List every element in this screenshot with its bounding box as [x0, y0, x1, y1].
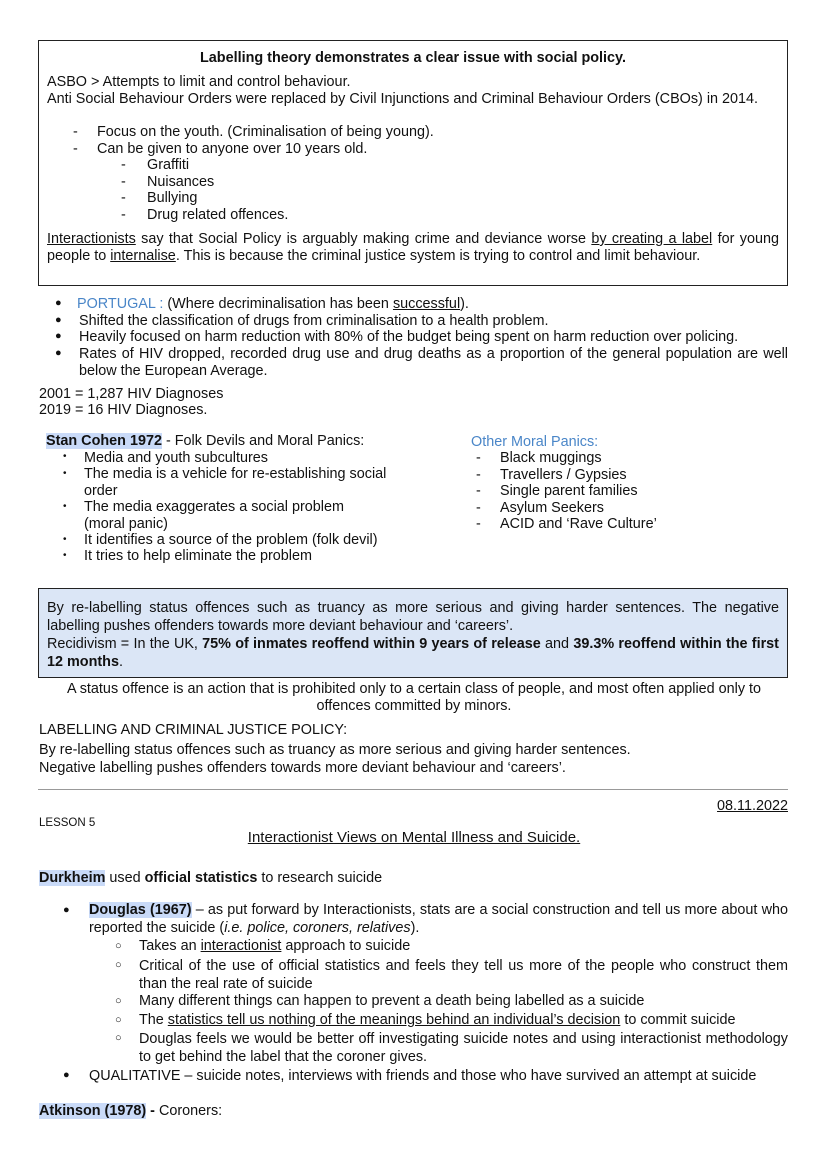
- dash-marker: -: [121, 174, 126, 190]
- dash-marker: -: [73, 141, 78, 157]
- circle-marker: ○: [115, 995, 122, 1007]
- panic-item: Single parent families: [500, 483, 638, 499]
- bullet-marker: •: [63, 468, 67, 479]
- lesson-date: 08.11.2022: [717, 798, 788, 814]
- hiv-stat-2001: 2001 = 1,287 HIV Diagnoses: [39, 386, 224, 402]
- replaced-text: Anti Social Behaviour Orders were replaced by Civil Injunctions and Criminal Behaviour Orders (CBOs) in 2014.: [47, 91, 759, 107]
- lesson-label: LESSON 5: [39, 817, 96, 829]
- labelling-line: By re-labelling status offences such as truancy as more serious and giving harder sentences.: [39, 742, 631, 758]
- labelling-line: Negative labelling pushes offenders towards more deviant behaviour and ‘careers’.: [39, 760, 566, 776]
- circle-marker: ○: [115, 1032, 122, 1044]
- portugal-bullet: Shifted the classification of drugs from criminalisation to a health problem.: [79, 313, 549, 329]
- text-run: Takes an: [139, 938, 201, 954]
- douglas-sub: [139, 1012, 736, 1029]
- subpoint-item: Bullying: [147, 190, 198, 206]
- asbo-line: ASBO > Attempts to limit and control behaviour.: [47, 74, 351, 90]
- bullet-marker: ●: [55, 314, 62, 326]
- text-run: (Where decriminalisation has been: [167, 296, 393, 312]
- text-run: – as put forward by Interactionists, stats are a social construction and tell us more about who reported the suicide (: [89, 902, 788, 936]
- bold-stat: 39.3% reoffend within the first 12 months: [47, 636, 779, 670]
- status-offence-definition: A status offence is an action that is prohibited only to a certain class of people, and most often applied only to offences committed by minors.: [66, 681, 762, 714]
- cohen-name: Stan Cohen 1972: [46, 433, 162, 449]
- text-run: to commit suicide: [620, 1012, 736, 1028]
- subpoint-item: Nuisances: [147, 174, 215, 190]
- douglas-sub: Many different things can happen to prevent a death being labelled as a suicide: [139, 993, 645, 1009]
- internalise-term: internalise: [110, 247, 176, 264]
- douglas-sub: Critical of the use of official statistics and feels they tell us more of the people who construct them than the real rate of suicide: [139, 958, 788, 992]
- douglas-sub: Douglas feels we would be better off investigating suicide notes and using interactionist methodology to get behind the label that the coroner gives.: [139, 1031, 788, 1065]
- other-panics-title: Other Moral Panics:: [471, 434, 599, 450]
- text-run: ).: [460, 296, 469, 312]
- qualitative-point: QUALITATIVE – suicide notes, interviews with friends and those who have survived an attempt at suicide: [89, 1068, 757, 1084]
- bullet-marker: •: [63, 501, 67, 512]
- portugal-bullet: Heavily focused on harm reduction with 80% of the budget being spent on harm reduction over policing.: [79, 329, 739, 345]
- dash-marker: -: [476, 516, 481, 532]
- section-divider: [38, 789, 788, 790]
- cohen-bullet: The media is a vehicle for re-establishing social order: [84, 466, 387, 499]
- text-run: -: [146, 1103, 159, 1119]
- dash-marker: -: [121, 190, 126, 206]
- douglas-name: Douglas (1967): [89, 902, 192, 918]
- interactionists-paragraph: [47, 231, 779, 264]
- durkheim-line: [39, 870, 382, 887]
- bold-stat: 75% of inmates reoffend within 9 years of release: [202, 636, 541, 652]
- cohen-bullet: Media and youth subcultures: [84, 450, 268, 466]
- lesson-title: Interactionist Views on Mental Illness and Suicide.: [247, 829, 581, 846]
- text-run: to research suicide: [257, 870, 383, 886]
- text-run: - Folk Devils and Moral Panics:: [161, 433, 365, 449]
- recidivism-text: [47, 635, 779, 671]
- cohen-bullet: The media exaggerates a social problem (moral panic): [84, 499, 344, 532]
- durkheim-name: Durkheim: [39, 870, 106, 886]
- circle-marker: ○: [115, 1014, 122, 1026]
- panic-item: Asylum Seekers: [500, 500, 604, 516]
- atkinson-line: [39, 1103, 222, 1120]
- subpoint-item: Graffiti: [147, 157, 190, 173]
- bullet-marker: ●: [55, 330, 62, 342]
- statistics-meaning-term: statistics tell us nothing of the meanings behind an individual’s decision: [167, 1012, 621, 1028]
- bullet-marker: •: [63, 550, 67, 561]
- bullet-marker: ●: [55, 347, 62, 359]
- bullet-marker: ●: [63, 904, 70, 916]
- dash-marker: -: [476, 450, 481, 466]
- portugal-label: PORTUGAL :: [77, 296, 168, 312]
- recidivism-box: [38, 588, 788, 678]
- bullet-marker: •: [63, 451, 67, 462]
- douglas-paragraph: [89, 902, 788, 937]
- hiv-stat-2019: 2019 = 16 HIV Diagnoses.: [39, 402, 208, 418]
- subpoint-item: Drug related offences.: [147, 207, 289, 223]
- point-item: Can be given to anyone over 10 years old.: [97, 141, 368, 157]
- panic-item: Black muggings: [500, 450, 602, 466]
- circle-marker: ○: [115, 959, 122, 971]
- successful-term: successful: [392, 296, 461, 312]
- point-item: Focus on the youth. (Criminalisation of being young).: [97, 124, 434, 140]
- dash-marker: -: [476, 467, 481, 483]
- bullet-marker: •: [63, 534, 67, 545]
- labelling-theory-box: [38, 40, 788, 286]
- creating-label-term: by creating a label: [591, 231, 713, 247]
- portugal-heading: [77, 296, 469, 313]
- cohen-bullet: It identifies a source of the problem (folk devil): [84, 532, 378, 548]
- text-run: Recidivism = In the UK,: [47, 636, 203, 652]
- dash-marker: -: [476, 483, 481, 499]
- text-run: say that Social Policy is arguably making crime and deviance worse: [135, 231, 592, 247]
- text-run: for young people to: [47, 231, 779, 264]
- text-run: . This is because the criminal justice system is trying to control and limit behaviour.: [175, 247, 701, 264]
- text-run: and: [540, 636, 574, 652]
- portugal-bullet: Rates of HIV dropped, recorded drug use and drug deaths as a proportion of the general population are well below the European Average.: [79, 346, 788, 379]
- circle-marker: ○: [115, 940, 122, 952]
- dash-marker: -: [476, 500, 481, 516]
- interactionists-term: Interactionists: [47, 231, 136, 247]
- atkinson-name: Atkinson (1978): [39, 1103, 147, 1119]
- dash-marker: -: [121, 157, 126, 173]
- italic-examples: i.e. police, coroners, relatives: [224, 919, 411, 936]
- cohen-heading: [46, 433, 364, 450]
- bullet-marker: ●: [55, 297, 62, 309]
- panic-item: Travellers / Gypsies: [500, 467, 627, 483]
- dash-marker: -: [121, 207, 126, 223]
- relabelling-text: By re-labelling status offences such as truancy as more serious and giving harder sentences. The negative labelling pushes offenders towards more deviant behaviour and ‘careers’.: [47, 600, 779, 634]
- dash-marker: -: [73, 124, 78, 140]
- interactionist-term: interactionist: [200, 938, 282, 954]
- text-run: used: [105, 870, 145, 886]
- text-run: approach to suicide: [281, 938, 411, 954]
- douglas-sub: [139, 938, 410, 955]
- text-run: ).: [410, 919, 420, 936]
- text-run: .: [118, 654, 123, 670]
- text-run: Coroners:: [158, 1103, 223, 1119]
- cohen-bullet: It tries to help eliminate the problem: [84, 548, 312, 564]
- box-title: Labelling theory demonstrates a clear issue with social policy.: [200, 50, 626, 66]
- official-statistics-term: official statistics: [144, 870, 258, 886]
- labelling-heading: LABELLING AND CRIMINAL JUSTICE POLICY:: [39, 722, 348, 738]
- text-run: The: [139, 1012, 168, 1028]
- panic-item: ACID and ‘Rave Culture’: [500, 516, 657, 532]
- bullet-marker: ●: [63, 1069, 70, 1081]
